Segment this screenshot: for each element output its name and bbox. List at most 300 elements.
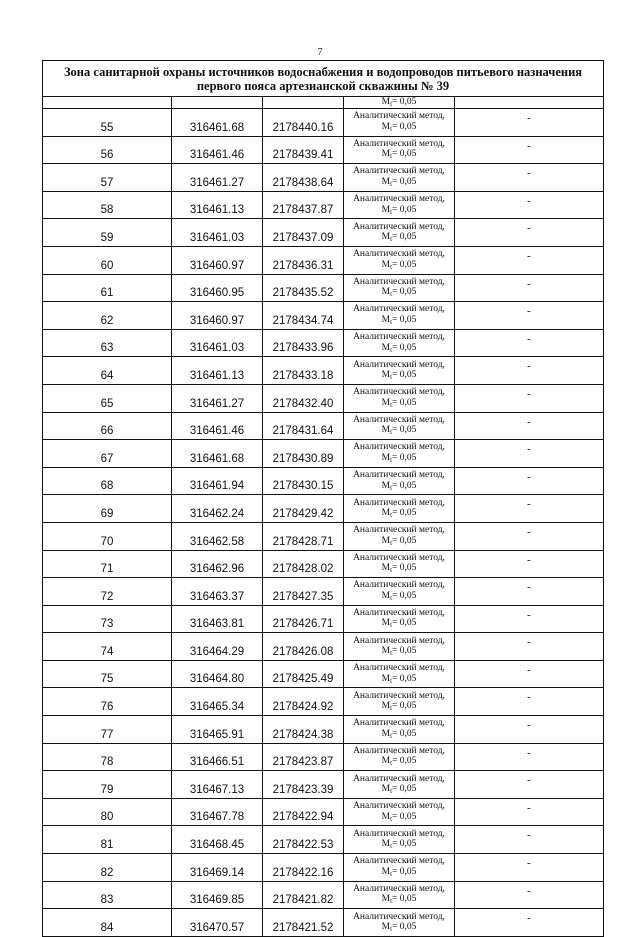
- method-m-sub: t: [390, 869, 393, 878]
- coordinate-y: 2178421.52: [263, 909, 344, 936]
- method-label: Аналитический метод,: [353, 635, 445, 646]
- method-cell: [344, 826, 455, 854]
- coordinates-table: [43, 97, 603, 936]
- coordinate-x: 316461.46: [172, 412, 263, 440]
- method-m-sub: t: [390, 483, 393, 492]
- method-m-sub: t: [390, 787, 393, 796]
- coordinate-y: 2178429.42: [263, 495, 344, 523]
- method-m-prefix: M: [381, 839, 391, 850]
- method-label: Аналитический метод,: [353, 249, 445, 260]
- dash-cell: -: [455, 164, 604, 192]
- method-label: Аналитический метод,: [353, 801, 445, 812]
- coordinate-y: 2178430.89: [263, 440, 344, 468]
- table-row: [43, 522, 603, 550]
- method-label: Аналитический метод,: [353, 607, 445, 618]
- table-row: [43, 329, 603, 357]
- method-m-prefix: M: [381, 314, 391, 325]
- point-number: 63: [43, 329, 172, 357]
- coordinate-x: 316464.80: [172, 660, 263, 688]
- method-label: Аналитический метод,: [353, 470, 445, 481]
- point-number: 56: [43, 136, 172, 164]
- dash-cell: -: [455, 384, 604, 412]
- partial-row: [43, 97, 603, 109]
- method-m-value: = 0,05: [392, 701, 417, 712]
- coordinate-x: 316464.29: [172, 633, 263, 661]
- coordinate-x: 316461.68: [172, 109, 263, 137]
- coordinate-x: 316463.81: [172, 605, 263, 633]
- coordinate-x: 316469.85: [172, 881, 263, 909]
- method-label: Аналитический метод,: [353, 304, 445, 315]
- method-cell: [344, 467, 455, 495]
- point-number: 65: [43, 384, 172, 412]
- method-label: Аналитический метод,: [353, 138, 445, 149]
- point-number: 72: [43, 578, 172, 606]
- method-m-prefix: M: [381, 121, 391, 132]
- method-m-value: = 0,05: [392, 618, 417, 629]
- method-m-sub: t: [390, 317, 393, 326]
- method-m-value: = 0,05: [392, 287, 417, 298]
- dash-cell: -: [455, 412, 604, 440]
- coordinate-y: 2178433.18: [263, 357, 344, 385]
- table-row: [43, 633, 603, 661]
- method-label: Аналитический метод,: [353, 552, 445, 563]
- method-label: Аналитический метод,: [353, 166, 445, 177]
- method-m-prefix: M: [381, 176, 391, 187]
- point-number: 58: [43, 191, 172, 219]
- dash-cell: -: [455, 660, 604, 688]
- method-m-prefix: M: [381, 563, 391, 574]
- method-m-value: = 0,05: [392, 259, 417, 270]
- method-cell: [344, 771, 455, 799]
- method-cell: [344, 109, 455, 137]
- coordinate-y: 2178432.40: [263, 384, 344, 412]
- coordinate-y: 2178425.49: [263, 660, 344, 688]
- method-label: Аналитический метод,: [353, 525, 445, 536]
- dash-cell: -: [455, 191, 604, 219]
- point-number: 81: [43, 826, 172, 854]
- coordinate-y: 2178440.16: [263, 109, 344, 137]
- coordinate-x: 316467.13: [172, 771, 263, 799]
- method-cell: [344, 495, 455, 523]
- method-label: Аналитический метод,: [353, 221, 445, 232]
- dash-cell: -: [455, 357, 604, 385]
- method-m-sub: t: [390, 566, 393, 575]
- point-number: 80: [43, 798, 172, 826]
- method-m-sub: t: [390, 621, 393, 630]
- point-number: 64: [43, 357, 172, 385]
- method-cell: [344, 136, 455, 164]
- method-m-sub: t: [390, 207, 393, 216]
- method-m-value: = 0,05: [392, 314, 417, 325]
- table-row: [43, 136, 603, 164]
- method-m-prefix: M: [381, 342, 391, 353]
- method-m-sub: t: [390, 455, 393, 464]
- table-row: [43, 688, 603, 716]
- point-number: 84: [43, 909, 172, 936]
- coordinate-y: 2178437.87: [263, 191, 344, 219]
- method-m-value: = 0,05: [392, 922, 417, 933]
- method-cell: [344, 219, 455, 247]
- method-m-sub: t: [390, 814, 393, 823]
- method-m-prefix: M: [381, 204, 391, 215]
- dash-cell: -: [455, 440, 604, 468]
- method-m-value: = 0,05: [392, 811, 417, 822]
- method-label: Аналитический метод,: [353, 442, 445, 453]
- coordinate-x: 316461.46: [172, 136, 263, 164]
- coordinate-x: 316463.37: [172, 578, 263, 606]
- coordinate-y: 2178439.41: [263, 136, 344, 164]
- point-number: 77: [43, 716, 172, 744]
- coordinate-y: 2178422.16: [263, 854, 344, 882]
- method-m-value: = 0,05: [392, 646, 417, 657]
- dash-cell: -: [455, 798, 604, 826]
- method-m-sub: t: [390, 235, 393, 244]
- method-cell: [344, 329, 455, 357]
- coordinate-y: 2178422.94: [263, 798, 344, 826]
- method-m-prefix: M: [381, 618, 391, 629]
- method-label: Аналитический метод,: [353, 718, 445, 729]
- method-label: Аналитический метод,: [353, 663, 445, 674]
- table-row: [43, 771, 603, 799]
- partial-cell-dash: [455, 97, 604, 109]
- document-title: Зона санитарной охраны источников водоснабжения и водопроводов питьевого назначения первого пояса артезианской скважины № 39: [43, 61, 603, 97]
- coordinate-x: 316462.58: [172, 522, 263, 550]
- method-cell: [344, 909, 455, 936]
- dash-cell: -: [455, 467, 604, 495]
- table-row: [43, 550, 603, 578]
- method-m-prefix: M: [381, 922, 391, 933]
- method-m-prefix: M: [381, 370, 391, 381]
- method-label: Аналитический метод,: [353, 497, 445, 508]
- method-m-prefix: M: [381, 287, 391, 298]
- method-cell: [344, 798, 455, 826]
- method-label: Аналитический метод,: [353, 387, 445, 398]
- coordinate-x: 316466.51: [172, 743, 263, 771]
- table-row: [43, 191, 603, 219]
- method-m-prefix: M: [381, 894, 391, 905]
- dash-cell: -: [455, 743, 604, 771]
- dash-cell: -: [455, 495, 604, 523]
- method-label: Аналитический метод,: [353, 773, 445, 784]
- method-m-prefix: M: [381, 784, 391, 795]
- method-m-value: = 0,05: [392, 563, 417, 574]
- point-number: 60: [43, 246, 172, 274]
- coordinate-y: 2178428.71: [263, 522, 344, 550]
- method-label: Аналитический метод,: [353, 883, 445, 894]
- point-number: 74: [43, 633, 172, 661]
- point-number: 79: [43, 771, 172, 799]
- point-number: 76: [43, 688, 172, 716]
- coordinate-x: 316469.14: [172, 854, 263, 882]
- method-m-value: = 0,05: [392, 756, 417, 767]
- method-m-sub: t: [390, 124, 393, 133]
- point-number: 61: [43, 274, 172, 302]
- coordinate-y: 2178433.96: [263, 329, 344, 357]
- table-row: [43, 605, 603, 633]
- point-number: 69: [43, 495, 172, 523]
- coordinate-x: 316462.96: [172, 550, 263, 578]
- partial-m-prefix: M: [381, 97, 391, 107]
- table-row: [43, 495, 603, 523]
- method-m-prefix: M: [381, 452, 391, 463]
- coordinate-x: 316461.13: [172, 357, 263, 385]
- coordinate-x: 316462.24: [172, 495, 263, 523]
- method-m-prefix: M: [381, 535, 391, 546]
- point-number: 71: [43, 550, 172, 578]
- coordinate-y: 2178435.52: [263, 274, 344, 302]
- method-m-prefix: M: [381, 728, 391, 739]
- coordinate-x: 316470.57: [172, 909, 263, 936]
- point-number: 83: [43, 881, 172, 909]
- method-label: Аналитический метод,: [353, 414, 445, 425]
- point-number: 75: [43, 660, 172, 688]
- point-number: 70: [43, 522, 172, 550]
- method-m-prefix: M: [381, 701, 391, 712]
- method-m-sub: t: [390, 925, 393, 934]
- coordinate-y: 2178422.53: [263, 826, 344, 854]
- method-m-sub: t: [390, 179, 393, 188]
- method-m-sub: t: [390, 428, 393, 437]
- method-m-value: = 0,05: [392, 342, 417, 353]
- document-sheet: [42, 60, 604, 937]
- coordinate-x: 316467.78: [172, 798, 263, 826]
- method-cell: [344, 412, 455, 440]
- method-m-sub: t: [390, 676, 393, 685]
- point-number: 55: [43, 109, 172, 137]
- method-m-prefix: M: [381, 590, 391, 601]
- partial-m-sub: t: [390, 100, 393, 108]
- coordinate-x: 316461.13: [172, 191, 263, 219]
- method-cell: [344, 164, 455, 192]
- method-m-sub: t: [390, 897, 393, 906]
- method-m-prefix: M: [381, 149, 391, 160]
- method-m-value: = 0,05: [392, 728, 417, 739]
- method-m-value: = 0,05: [392, 176, 417, 187]
- table-row: [43, 909, 603, 936]
- dash-cell: -: [455, 578, 604, 606]
- method-m-value: = 0,05: [392, 590, 417, 601]
- coordinate-y: 2178426.71: [263, 605, 344, 633]
- coordinate-y: 2178423.39: [263, 771, 344, 799]
- method-cell: [344, 522, 455, 550]
- method-m-value: = 0,05: [392, 535, 417, 546]
- method-m-sub: t: [390, 842, 393, 851]
- coordinate-y: 2178424.38: [263, 716, 344, 744]
- table-row: [43, 826, 603, 854]
- method-m-prefix: M: [381, 480, 391, 491]
- method-label: Аналитический метод,: [353, 580, 445, 591]
- method-m-prefix: M: [381, 259, 391, 270]
- point-number: 59: [43, 219, 172, 247]
- method-m-value: = 0,05: [392, 508, 417, 519]
- method-m-value: = 0,05: [392, 397, 417, 408]
- dash-cell: -: [455, 302, 604, 330]
- method-m-sub: t: [390, 262, 393, 271]
- method-m-value: = 0,05: [392, 149, 417, 160]
- dash-cell: -: [455, 274, 604, 302]
- method-cell: [344, 384, 455, 412]
- method-label: Аналитический метод,: [353, 911, 445, 922]
- point-number: 73: [43, 605, 172, 633]
- method-m-sub: t: [390, 400, 393, 409]
- method-cell: [344, 191, 455, 219]
- point-number: 67: [43, 440, 172, 468]
- method-cell: [344, 716, 455, 744]
- method-m-prefix: M: [381, 508, 391, 519]
- method-m-prefix: M: [381, 756, 391, 767]
- method-m-sub: t: [390, 538, 393, 547]
- table-row: [43, 716, 603, 744]
- method-m-sub: t: [390, 373, 393, 382]
- table-row: [43, 660, 603, 688]
- coordinate-y: 2178437.09: [263, 219, 344, 247]
- coordinate-x: 316461.03: [172, 219, 263, 247]
- coordinate-x: 316465.91: [172, 716, 263, 744]
- coordinate-y: 2178436.31: [263, 246, 344, 274]
- table-row: [43, 302, 603, 330]
- coordinate-y: 2178431.64: [263, 412, 344, 440]
- partial-cell-num: [43, 97, 172, 109]
- method-m-value: = 0,05: [392, 370, 417, 381]
- coordinate-x: 316468.45: [172, 826, 263, 854]
- method-label: Аналитический метод,: [353, 194, 445, 205]
- page-number: 7: [317, 46, 323, 58]
- dash-cell: -: [455, 605, 604, 633]
- point-number: 68: [43, 467, 172, 495]
- table-row: [43, 274, 603, 302]
- method-m-prefix: M: [381, 673, 391, 684]
- dash-cell: -: [455, 329, 604, 357]
- table-row: [43, 384, 603, 412]
- coordinate-x: 316465.34: [172, 688, 263, 716]
- coordinate-y: 2178438.64: [263, 164, 344, 192]
- method-m-value: = 0,05: [392, 673, 417, 684]
- method-m-sub: t: [390, 649, 393, 658]
- method-label: Аналитический метод,: [353, 359, 445, 370]
- point-number: 78: [43, 743, 172, 771]
- coordinate-x: 316461.27: [172, 164, 263, 192]
- table-row: [43, 440, 603, 468]
- dash-cell: -: [455, 716, 604, 744]
- method-cell: [344, 246, 455, 274]
- partial-m-value: = 0,05: [392, 97, 417, 107]
- method-label: Аналитический метод,: [353, 332, 445, 343]
- dash-cell: -: [455, 881, 604, 909]
- dash-cell: -: [455, 246, 604, 274]
- table-row: [43, 467, 603, 495]
- method-cell: [344, 688, 455, 716]
- method-cell: [344, 440, 455, 468]
- method-m-value: = 0,05: [392, 480, 417, 491]
- coordinate-y: 2178421.82: [263, 881, 344, 909]
- point-number: 82: [43, 854, 172, 882]
- point-number: 62: [43, 302, 172, 330]
- table-row: [43, 219, 603, 247]
- table-row: [43, 854, 603, 882]
- dash-cell: -: [455, 219, 604, 247]
- method-m-value: = 0,05: [392, 425, 417, 436]
- method-m-sub: t: [390, 511, 393, 520]
- method-m-sub: t: [390, 704, 393, 713]
- coordinate-x: 316461.94: [172, 467, 263, 495]
- method-cell: [344, 854, 455, 882]
- partial-cell-y: [263, 97, 344, 109]
- method-cell: [344, 274, 455, 302]
- coordinate-x: 316460.97: [172, 302, 263, 330]
- table-row: [43, 798, 603, 826]
- coordinate-y: 2178428.02: [263, 550, 344, 578]
- method-label: Аналитический метод,: [353, 690, 445, 701]
- dash-cell: -: [455, 854, 604, 882]
- method-cell: [344, 743, 455, 771]
- table-row: [43, 109, 603, 137]
- method-cell: [344, 578, 455, 606]
- method-m-sub: t: [390, 759, 393, 768]
- coordinate-y: 2178434.74: [263, 302, 344, 330]
- method-cell: [344, 633, 455, 661]
- method-m-prefix: M: [381, 646, 391, 657]
- method-m-value: = 0,05: [392, 204, 417, 215]
- method-m-value: = 0,05: [392, 784, 417, 795]
- coordinate-x: 316461.03: [172, 329, 263, 357]
- coordinate-x: 316461.68: [172, 440, 263, 468]
- method-cell: [344, 357, 455, 385]
- method-cell: [344, 605, 455, 633]
- table-row: [43, 246, 603, 274]
- method-label: Аналитический метод,: [353, 745, 445, 756]
- method-m-sub: t: [390, 290, 393, 299]
- dash-cell: -: [455, 826, 604, 854]
- method-label: Аналитический метод,: [353, 111, 445, 122]
- method-m-prefix: M: [381, 425, 391, 436]
- partial-cell-x: [172, 97, 263, 109]
- method-m-sub: t: [390, 593, 393, 602]
- table-row: [43, 164, 603, 192]
- method-m-prefix: M: [381, 866, 391, 877]
- method-cell: [344, 550, 455, 578]
- method-cell: [344, 302, 455, 330]
- method-m-sub: t: [390, 152, 393, 161]
- method-m-value: = 0,05: [392, 839, 417, 850]
- method-m-sub: t: [390, 345, 393, 354]
- method-m-value: = 0,05: [392, 121, 417, 132]
- method-label: Аналитический метод,: [353, 276, 445, 287]
- method-m-prefix: M: [381, 232, 391, 243]
- dash-cell: -: [455, 522, 604, 550]
- coordinate-y: 2178424.92: [263, 688, 344, 716]
- method-m-sub: t: [390, 731, 393, 740]
- dash-cell: -: [455, 771, 604, 799]
- table-row: [43, 412, 603, 440]
- coordinate-y: 2178426.08: [263, 633, 344, 661]
- point-number: 66: [43, 412, 172, 440]
- dash-cell: -: [455, 550, 604, 578]
- coordinate-x: 316460.97: [172, 246, 263, 274]
- method-m-value: = 0,05: [392, 894, 417, 905]
- method-label: Аналитический метод,: [353, 828, 445, 839]
- coordinate-y: 2178427.35: [263, 578, 344, 606]
- method-m-prefix: M: [381, 811, 391, 822]
- coordinates-table-body: [43, 97, 603, 936]
- method-cell: [344, 660, 455, 688]
- partial-cell-method: [344, 97, 455, 109]
- method-m-value: = 0,05: [392, 452, 417, 463]
- coordinate-x: 316460.95: [172, 274, 263, 302]
- table-row: [43, 743, 603, 771]
- method-label: Аналитический метод,: [353, 856, 445, 867]
- dash-cell: -: [455, 136, 604, 164]
- table-row: [43, 357, 603, 385]
